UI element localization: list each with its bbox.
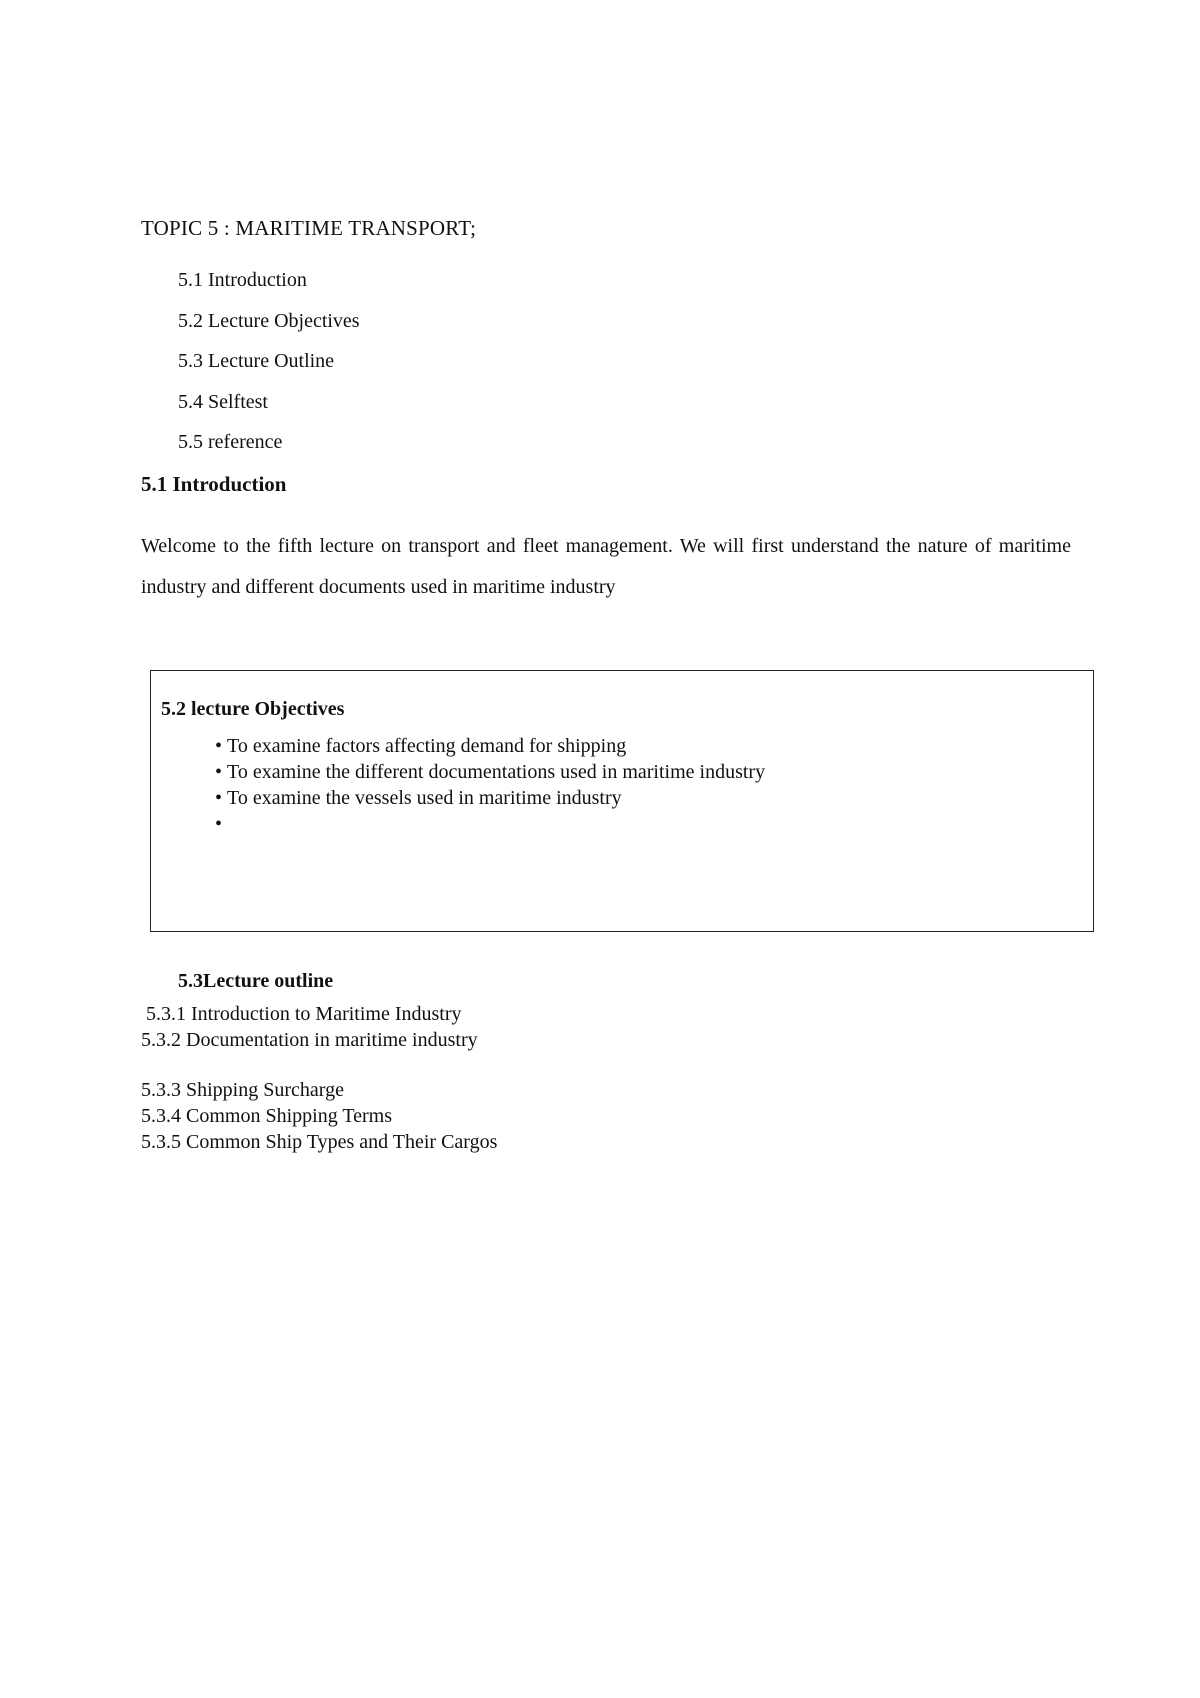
toc-item-objectives: 5.2 Lecture Objectives — [178, 309, 360, 332]
bullet-icon: • — [215, 735, 223, 757]
objective-item — [215, 785, 765, 811]
objective-text: To examine the different documentations used in maritime industry — [227, 761, 766, 783]
bullet-icon: • — [215, 813, 223, 835]
toc-item-selftest: 5.4 Selftest — [178, 390, 268, 413]
document-title: TOPIC 5 : MARITIME TRANSPORT; — [141, 216, 477, 240]
outline-list — [141, 1001, 497, 1155]
objective-item — [215, 759, 765, 785]
toc-item-introduction: 5.1 Introduction — [178, 269, 307, 291]
outline-item: 5.3.4 Common Shipping Terms — [141, 1105, 393, 1127]
toc-item-reference: 5.5 reference — [178, 431, 283, 453]
bullet-icon: • — [215, 787, 223, 809]
objective-text: To examine factors affecting demand for shipping — [227, 735, 627, 757]
toc-item-outline: 5.3 Lecture Outline — [178, 350, 335, 372]
objective-text: To examine the vessels used in maritime industry — [227, 787, 622, 809]
outline-item: 5.3.2 Documentation in maritime industry — [141, 1029, 478, 1051]
outline-item: 5.3.5 Common Ship Types and Their Cargos — [141, 1131, 498, 1153]
outline-item: 5.3.1 Introduction to Maritime Industry — [146, 1003, 462, 1025]
outline-item: 5.3.3 Shipping Surcharge — [141, 1079, 344, 1101]
introduction-paragraph: Welcome to the fifth lecture on transport and fleet management. We will first understand the nature of maritime industry and different documents used in maritime industry — [141, 535, 1071, 598]
objective-item — [215, 733, 765, 759]
bullet-icon: • — [215, 761, 223, 783]
objectives-heading: 5.2 lecture Objectives — [161, 698, 345, 720]
introduction-heading: 5.1 Introduction — [141, 472, 287, 496]
objective-item — [215, 811, 765, 837]
objectives-list — [215, 733, 765, 837]
objectives-box — [150, 670, 1094, 932]
outline-heading: 5.3Lecture outline — [178, 970, 334, 992]
table-of-contents — [178, 270, 360, 473]
